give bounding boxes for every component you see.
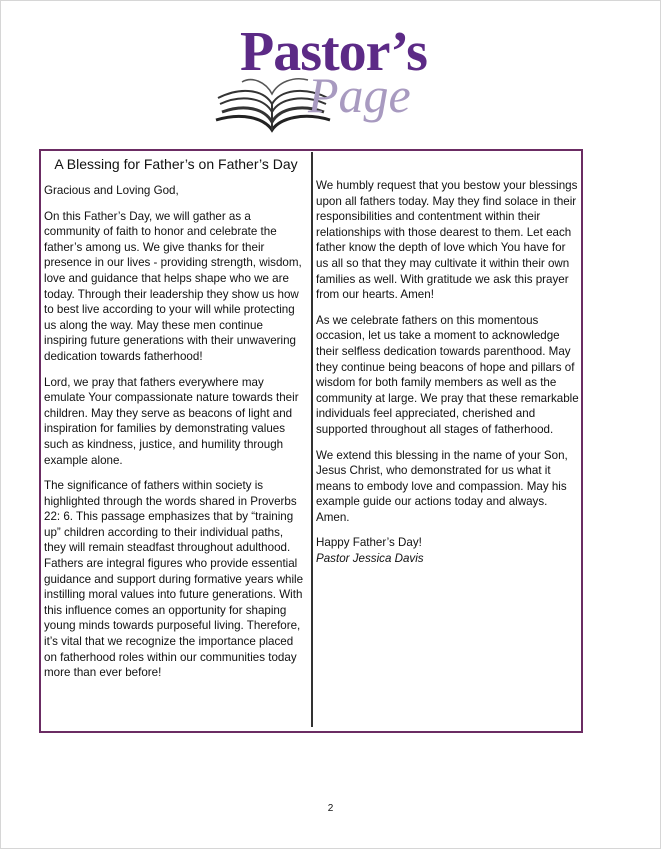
article-column-left: [44, 155, 308, 691]
logo-subtitle: Page: [308, 67, 411, 123]
paragraph-5: As we celebrate fathers on this momentous occasion, let us take a moment to acknowledge their selfless dedication towards parenthood. May they continue being beacons of hope and pillars of wisdom for both family members as well as the community at large. We pray that these remarkable individuals feel appreciated, cherished and supported throughout all stages of fatherhood.: [316, 313, 579, 436]
column-divider: [311, 152, 313, 727]
paragraph-2: Lord, we pray that fathers everywhere may emulate Your compassionate nature towards their children. May they serve as beacons of light and inspiration for families by demonstrating values such as kindness, justice, and humility through example alone.: [44, 375, 299, 467]
logo-title: Pastor’s: [240, 21, 427, 83]
closing-line: Happy Father’s Day!: [316, 536, 422, 550]
pastors-page-logo: [212, 22, 430, 146]
paragraph-1: On this Father’s Day, we will gather as a community of faith to honor and celebrate the father’s among us. We give thanks for their presence in our lives - providing strength, wisdom, love and guidance that helps shape who we are today. Through their leadership they show us how to best live according to your will while protecting us along the way. May these men continue inspiring future generations with their unwavering dedication towards fatherhood!: [44, 209, 302, 363]
greeting: Gracious and Loving God,: [44, 184, 179, 197]
article-title: A Blessing for Father’s on Father’s Day: [54, 156, 298, 172]
paragraph-3: The significance of fathers within society is highlighted through the words shared in Proverbs 22: 6. This passage emphasizes that by “training up” children according to their individual paths, they will remain steadfast throughout adulthood. Fathers are integral figures who provide essential guidance and support during formative years while instilling moral values into future generations. With this influence comes an opportunity for shaping young minds towards purposeful living. Therefore, it’s vital that we recognize the importance placed on fatherhood roles within our communities today more than ever before!: [44, 479, 304, 680]
paragraph-4: We humbly request that you bestow your blessings upon all fathers today. May they find solace in their responsibilities and contentment within their relationships with those dearest to them. Let each father know the depth of love which You have for us all so that they may cultivate it within their own families as well. With gratitude we ask this prayer from our hearts. Amen!: [316, 179, 578, 302]
paragraph-6: We extend this blessing in the name of your Son, Jesus Christ, who demonstrated for us what it means to embody love and compassion. May his example guide our actions today and always. Amen.: [316, 448, 568, 524]
signature: Pastor Jessica Davis: [316, 552, 424, 566]
page-number: 2: [327, 803, 334, 814]
article-column-right: [316, 178, 580, 577]
